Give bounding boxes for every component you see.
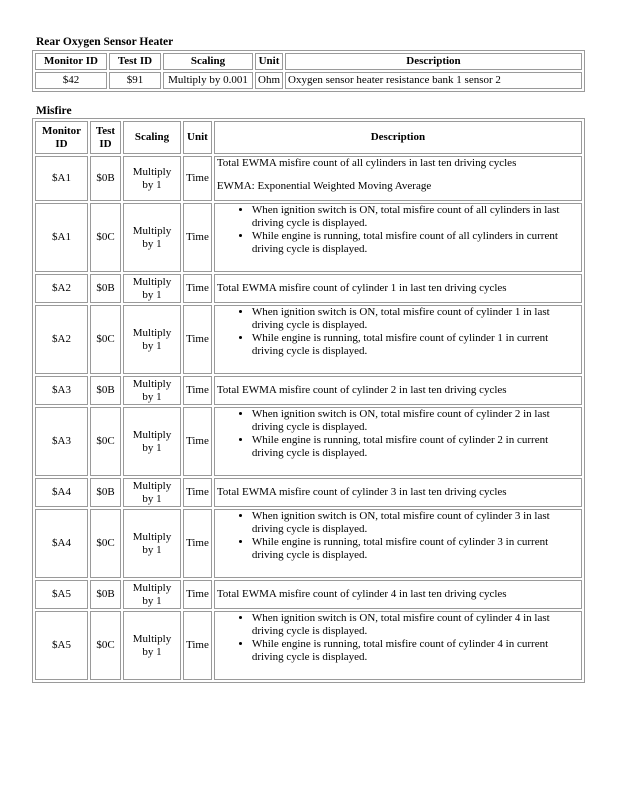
description-cell bbox=[214, 509, 582, 578]
scaling-cell: Multiply by 1 bbox=[123, 156, 181, 201]
list-item: • When ignition switch is ON, total misfire count of cylinder 1 in last driving cycle is displayed. bbox=[252, 306, 579, 332]
description-list bbox=[217, 408, 579, 460]
column-header: Scaling bbox=[123, 121, 181, 154]
description-cell bbox=[214, 203, 582, 272]
table-row bbox=[35, 72, 582, 89]
description-cell bbox=[214, 156, 582, 201]
description-cell bbox=[214, 611, 582, 680]
test-id-cell: $0C bbox=[90, 203, 121, 272]
test-id-cell: $0B bbox=[90, 580, 121, 609]
column-header: Description bbox=[285, 53, 582, 70]
unit-cell: Time bbox=[183, 203, 212, 272]
table-header-row bbox=[35, 121, 582, 154]
list-item: • When ignition switch is ON, total misfire count of cylinder 3 in last driving cycle is displayed. bbox=[252, 510, 579, 536]
table-row bbox=[35, 611, 582, 680]
scaling-cell: Multiply by 1 bbox=[123, 407, 181, 476]
unit-cell: Time bbox=[183, 580, 212, 609]
rear-oxygen-sensor-heater-table bbox=[32, 50, 585, 92]
column-header: Unit bbox=[255, 53, 283, 70]
scaling-cell: Multiply by 1 bbox=[123, 611, 181, 680]
section-title-rear-oxygen-sensor-heater: Rear Oxygen Sensor Heater bbox=[36, 36, 174, 48]
description-text: Total EWMA misfire count of all cylinders in last ten driving cycles bbox=[216, 157, 517, 169]
column-header: Test ID bbox=[109, 53, 161, 70]
table-header-row bbox=[35, 53, 582, 70]
unit-cell: Time bbox=[183, 156, 212, 201]
unit-cell: Time bbox=[183, 509, 212, 578]
table-row bbox=[35, 478, 582, 507]
test-id-cell: $0B bbox=[90, 274, 121, 303]
monitor-id-cell: $A3 bbox=[35, 407, 88, 476]
description-cell: Total EWMA misfire count of cylinder 3 in last ten driving cycles bbox=[214, 478, 582, 507]
monitor-id-cell: $A3 bbox=[35, 376, 88, 405]
scaling-cell: Multiply by 1 bbox=[123, 509, 181, 578]
description-list bbox=[217, 204, 579, 256]
table-row bbox=[35, 376, 582, 405]
test-id-cell: $0B bbox=[90, 156, 121, 201]
table-row bbox=[35, 407, 582, 476]
unit-cell: Time bbox=[183, 407, 212, 476]
list-item: • While engine is running, total misfire count of cylinder 1 in current driving cycle is displayed. bbox=[252, 332, 579, 358]
ewma-note: EWMA: Exponential Weighted Moving Average bbox=[216, 180, 432, 192]
monitor-id-cell: $A2 bbox=[35, 274, 88, 303]
table-row bbox=[35, 156, 582, 201]
list-item: • While engine is running, total misfire count of all cylinders in current driving cycle is displayed. bbox=[252, 230, 579, 256]
description-list bbox=[217, 612, 579, 664]
description-list bbox=[217, 510, 579, 562]
monitor-id-cell: $A2 bbox=[35, 305, 88, 374]
description-cell bbox=[214, 407, 582, 476]
monitor-id-cell: $A1 bbox=[35, 203, 88, 272]
scaling-cell: Multiply by 1 bbox=[123, 580, 181, 609]
column-header: Description bbox=[214, 121, 582, 154]
test-id-cell: $0C bbox=[90, 407, 121, 476]
list-item: • When ignition switch is ON, total misfire count of cylinder 4 in last driving cycle is displayed. bbox=[252, 612, 579, 638]
list-item: • While engine is running, total misfire count of cylinder 2 in current driving cycle is displayed. bbox=[252, 434, 579, 460]
list-item: • While engine is running, total misfire count of cylinder 4 in current driving cycle is displayed. bbox=[252, 638, 579, 664]
test-id-cell: $0B bbox=[90, 376, 121, 405]
section-title-misfire: Misfire bbox=[36, 105, 72, 117]
column-header: Monitor ID bbox=[35, 53, 107, 70]
unit-cell: Ohm bbox=[255, 72, 283, 89]
monitor-id-cell: $A5 bbox=[35, 611, 88, 680]
scaling-cell: Multiply by 0.001 bbox=[163, 72, 253, 89]
misfire-table bbox=[32, 118, 585, 683]
scaling-cell: Multiply by 1 bbox=[123, 203, 181, 272]
table-row bbox=[35, 305, 582, 374]
monitor-id-cell: $A5 bbox=[35, 580, 88, 609]
list-item: • While engine is running, total misfire count of cylinder 3 in current driving cycle is displayed. bbox=[252, 536, 579, 562]
scaling-cell: Multiply by 1 bbox=[123, 478, 181, 507]
description-cell: Total EWMA misfire count of cylinder 1 in last ten driving cycles bbox=[214, 274, 582, 303]
table-row bbox=[35, 274, 582, 303]
scaling-cell: Multiply by 1 bbox=[123, 305, 181, 374]
column-header: Scaling bbox=[163, 53, 253, 70]
table-row bbox=[35, 509, 582, 578]
description-cell: Total EWMA misfire count of cylinder 2 in last ten driving cycles bbox=[214, 376, 582, 405]
monitor-id-cell: $A4 bbox=[35, 509, 88, 578]
table-row bbox=[35, 580, 582, 609]
column-header: Monitor ID bbox=[35, 121, 88, 154]
column-header: Test ID bbox=[90, 121, 121, 154]
scaling-cell: Multiply by 1 bbox=[123, 376, 181, 405]
scaling-cell: Multiply by 1 bbox=[123, 274, 181, 303]
column-header: Unit bbox=[183, 121, 212, 154]
description-cell: Oxygen sensor heater resistance bank 1 sensor 2 bbox=[285, 72, 582, 89]
monitor-id-cell: $A1 bbox=[35, 156, 88, 201]
test-id-cell: $0B bbox=[90, 478, 121, 507]
monitor-id-cell: $42 bbox=[35, 72, 107, 89]
description-cell bbox=[214, 305, 582, 374]
table-row bbox=[35, 203, 582, 272]
unit-cell: Time bbox=[183, 376, 212, 405]
unit-cell: Time bbox=[183, 305, 212, 374]
test-id-cell: $91 bbox=[109, 72, 161, 89]
unit-cell: Time bbox=[183, 478, 212, 507]
description-cell: Total EWMA misfire count of cylinder 4 in last ten driving cycles bbox=[214, 580, 582, 609]
description-list bbox=[217, 306, 579, 358]
unit-cell: Time bbox=[183, 274, 212, 303]
test-id-cell: $0C bbox=[90, 509, 121, 578]
unit-cell: Time bbox=[183, 611, 212, 680]
list-item: • When ignition switch is ON, total misfire count of cylinder 2 in last driving cycle is displayed. bbox=[252, 408, 579, 434]
monitor-id-cell: $A4 bbox=[35, 478, 88, 507]
test-id-cell: $0C bbox=[90, 611, 121, 680]
list-item: • When ignition switch is ON, total misfire count of all cylinders in last driving cycle is displayed. bbox=[252, 204, 579, 230]
test-id-cell: $0C bbox=[90, 305, 121, 374]
